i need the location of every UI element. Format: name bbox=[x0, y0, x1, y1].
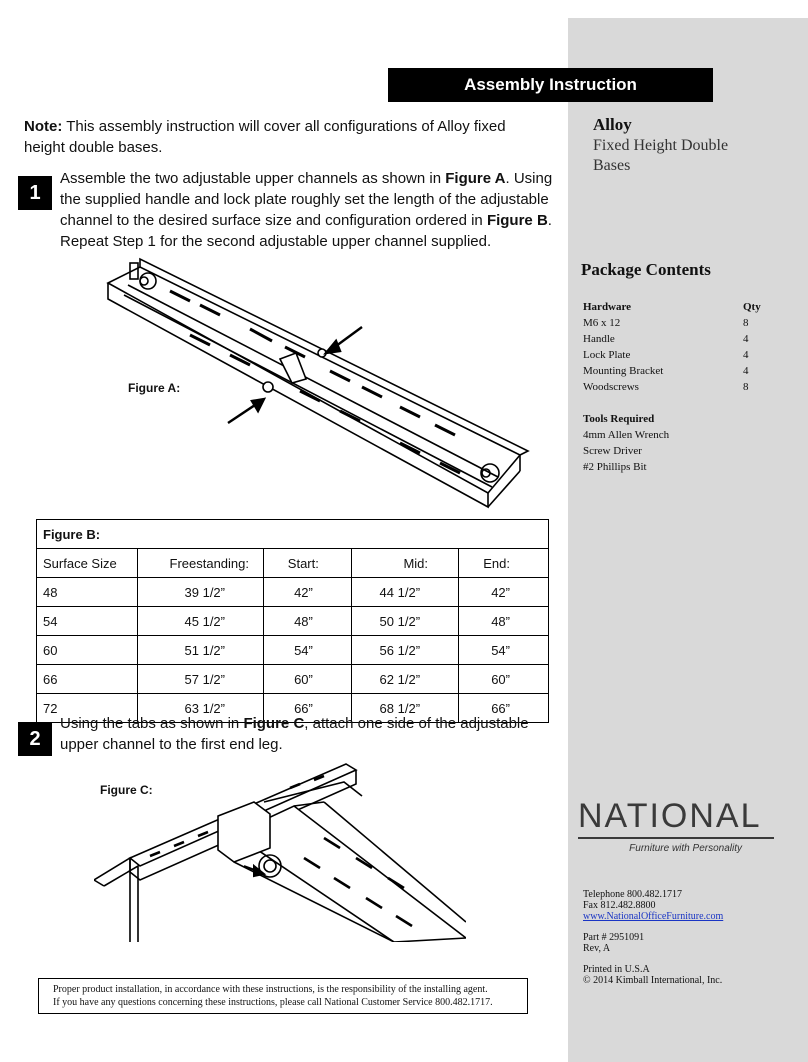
hardware-item-qty: 4 bbox=[743, 333, 749, 345]
hardware-item-qty: 8 bbox=[743, 381, 749, 393]
table-cell: 48” bbox=[264, 607, 352, 636]
table-cell: 54” bbox=[459, 636, 549, 665]
table-row bbox=[37, 665, 549, 694]
table-header: Freestanding: bbox=[138, 549, 264, 578]
table-cell: 57 1/2” bbox=[138, 665, 264, 694]
list-item: #2 Phillips Bit bbox=[583, 461, 647, 473]
figure-a-reference: Figure A bbox=[445, 170, 506, 187]
printed-in: Printed in U.S.A bbox=[583, 964, 650, 975]
table-cell: 60” bbox=[264, 665, 352, 694]
note-paragraph bbox=[24, 116, 544, 158]
telephone: Telephone 800.482.1717 bbox=[583, 889, 683, 900]
step-1-text-part: Assemble the two adjustable upper channels as shown in bbox=[60, 170, 446, 187]
logo-rule bbox=[578, 837, 774, 839]
figure-a-label: Figure A: bbox=[128, 381, 181, 395]
fax: Fax 812.482.8800 bbox=[583, 900, 656, 911]
product-title-block bbox=[593, 114, 793, 176]
table-cell: 51 1/2” bbox=[138, 636, 264, 665]
figure-a-illustration bbox=[100, 255, 540, 515]
table-cell: 66” bbox=[264, 694, 352, 723]
table-row bbox=[37, 636, 549, 665]
table-cell: 42” bbox=[459, 578, 549, 607]
footer-line-1: Proper product installation, in accordance with these instructions, is the responsibility of the installing agent. bbox=[53, 984, 488, 995]
hardware-item-name: Woodscrews bbox=[583, 381, 639, 393]
hardware-header: Hardware bbox=[583, 301, 632, 313]
table-row bbox=[37, 607, 549, 636]
figure-c-label: Figure C: bbox=[100, 783, 153, 797]
table-cell: 50 1/2” bbox=[351, 607, 458, 636]
list-item bbox=[583, 347, 763, 363]
step-2-number: 2 bbox=[18, 722, 52, 756]
step-1-text bbox=[60, 168, 560, 252]
table-header: Mid: bbox=[351, 549, 458, 578]
copyright: © 2014 Kimball International, Inc. bbox=[583, 975, 723, 986]
table-cell: 54” bbox=[264, 636, 352, 665]
table-header: Surface Size bbox=[37, 549, 138, 578]
product-subtitle-line1: Fixed Height Double bbox=[593, 137, 729, 154]
table-header: End: bbox=[459, 549, 549, 578]
tools-header: Tools Required bbox=[583, 413, 655, 425]
figure-b-table bbox=[36, 519, 549, 723]
list-item bbox=[583, 315, 763, 331]
note-label: Note: bbox=[24, 118, 63, 135]
table-cell: 48 bbox=[37, 578, 138, 607]
step-2-text-part: Using the tabs as shown in bbox=[60, 715, 244, 732]
table-cell: 42” bbox=[264, 578, 352, 607]
list-item: Screw Driver bbox=[583, 445, 642, 457]
table-cell: 72 bbox=[37, 694, 138, 723]
package-contents-header bbox=[583, 299, 763, 315]
table-cell: 48” bbox=[459, 607, 549, 636]
table-cell: 66” bbox=[459, 694, 549, 723]
footer-disclaimer bbox=[38, 978, 528, 1014]
hardware-item-name: Handle bbox=[583, 333, 615, 345]
table-cell: 45 1/2” bbox=[138, 607, 264, 636]
package-contents-title: Package Contents bbox=[581, 260, 711, 279]
product-name: Alloy bbox=[593, 115, 632, 134]
figure-c-illustration bbox=[94, 762, 466, 942]
table-cell: 60” bbox=[459, 665, 549, 694]
product-subtitle-line2: Bases bbox=[593, 157, 631, 174]
national-logo bbox=[578, 798, 778, 854]
hardware-item-qty: 4 bbox=[743, 349, 749, 361]
step-1-number: 1 bbox=[18, 176, 52, 210]
step-1-text-part: . Repeat Step 1 for the second adjustable upper channel supplied. bbox=[60, 212, 552, 250]
hardware-item-qty: 4 bbox=[743, 365, 749, 377]
table-row bbox=[37, 578, 549, 607]
page-title: Assembly Instruction bbox=[388, 68, 713, 102]
list-item bbox=[583, 331, 763, 347]
table-header-row bbox=[37, 549, 549, 578]
hardware-item-name: M6 x 12 bbox=[583, 317, 621, 329]
table-cell: 66 bbox=[37, 665, 138, 694]
table-cell: 56 1/2” bbox=[351, 636, 458, 665]
package-contents-list bbox=[583, 299, 763, 475]
step-2-text bbox=[60, 713, 560, 755]
list-item: 4mm Allen Wrench bbox=[583, 429, 670, 441]
note-text: This assembly instruction will cover all configurations of Alloy fixed height double bases. bbox=[24, 118, 506, 156]
logo-wordmark: NATIONAL bbox=[578, 797, 762, 835]
table-cell: 60 bbox=[37, 636, 138, 665]
step-1-text-part: . Using the supplied handle and lock plate roughly set the length of the adjustable channel to the desired surface size and configuration ordered in bbox=[60, 170, 553, 229]
table-cell: 68 1/2” bbox=[351, 694, 458, 723]
table-cell: 44 1/2” bbox=[351, 578, 458, 607]
table-cell: 39 1/2” bbox=[138, 578, 264, 607]
table-cell: 62 1/2” bbox=[351, 665, 458, 694]
list-item bbox=[583, 379, 763, 395]
logo-tagline: Furniture with Personality bbox=[629, 843, 742, 854]
table-cell: 54 bbox=[37, 607, 138, 636]
hardware-item-qty: 8 bbox=[743, 317, 749, 329]
hardware-item-name: Mounting Bracket bbox=[583, 365, 664, 377]
hardware-item-name: Lock Plate bbox=[583, 349, 631, 361]
list-item bbox=[583, 363, 763, 379]
qty-header: Qty bbox=[743, 301, 761, 313]
table-header: Start: bbox=[264, 549, 352, 578]
figure-b-reference: Figure B bbox=[486, 212, 548, 229]
step-2-text-part: , attach one side of the adjustable upper channel to the first end leg. bbox=[60, 715, 529, 753]
contact-info bbox=[583, 889, 793, 986]
revision: Rev, A bbox=[583, 943, 611, 954]
footer-line-2: If you have any questions concerning these instructions, please call National Customer Service 800.482.1717. bbox=[53, 997, 493, 1008]
table-cell: 63 1/2” bbox=[138, 694, 264, 723]
figure-b-title: Figure B: bbox=[37, 520, 549, 549]
website-link[interactable]: www.NationalOfficeFurniture.com bbox=[583, 911, 724, 922]
figure-c-reference: Figure C bbox=[243, 715, 305, 732]
part-number: Part # 2951091 bbox=[583, 932, 645, 943]
